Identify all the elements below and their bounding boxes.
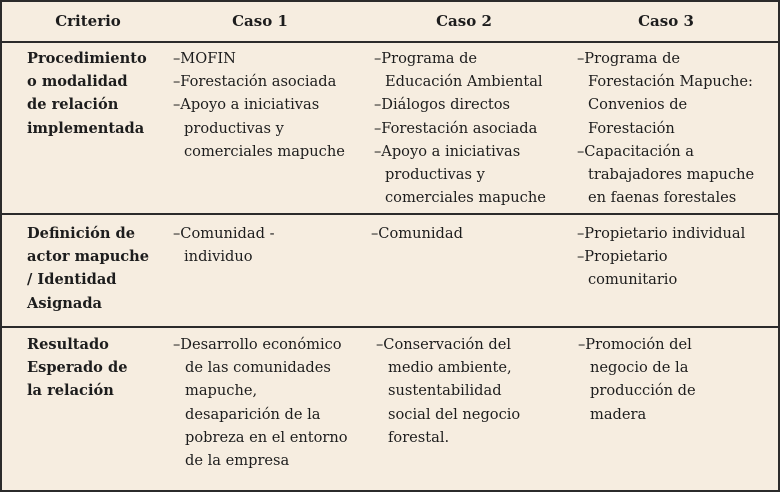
- header-caso-1: Caso 1: [232, 12, 288, 30]
- header-criterio: Criterio: [55, 12, 121, 30]
- row-divider-1: [0, 213, 780, 215]
- row-3-caso-3: –Promoción del negocio de la producción de madera: [578, 336, 696, 423]
- row-1-caso-3: –Programa de Forestación Mapuche: Convenios de Forestación –Capacitación a trabajadores mapuche en faenas forestales: [577, 50, 755, 207]
- row-2-caso-3: –Propietario individual –Propietario comunitario: [577, 225, 746, 289]
- row-3-caso-2: –Conservación del medio ambiente, sustentabilidad social del negocio forestal.: [376, 336, 521, 446]
- row-1-caso-1: –MOFIN –Forestación asociada –Apoyo a iniciativas productivas y comerciales mapuche: [173, 50, 345, 160]
- row-1-criterio: Procedimiento o modalidad de relación implementada: [27, 50, 147, 137]
- row-2-caso-1: –Comunidad - individuo: [173, 225, 275, 266]
- row-2-caso-2: –Comunidad: [371, 225, 463, 242]
- header-caso-3: Caso 3: [638, 12, 694, 30]
- header-caso-2: Caso 2: [436, 12, 492, 30]
- row-3-caso-1: –Desarrollo económico de las comunidades mapuche, desaparición de la pobreza en el entorno de la empresa: [173, 336, 348, 470]
- row-divider-2: [0, 326, 780, 328]
- row-2-criterio: Definición de actor mapuche / Identidad Asignada: [27, 225, 150, 312]
- header-divider: [0, 41, 780, 43]
- row-1-caso-2: –Programa de Educación Ambiental –Diálogos directos –Forestación asociada –Apoyo a iniciativas productivas y comerciales mapuche: [374, 50, 546, 207]
- row-3-criterio: Resultado Esperado de la relación: [27, 336, 128, 400]
